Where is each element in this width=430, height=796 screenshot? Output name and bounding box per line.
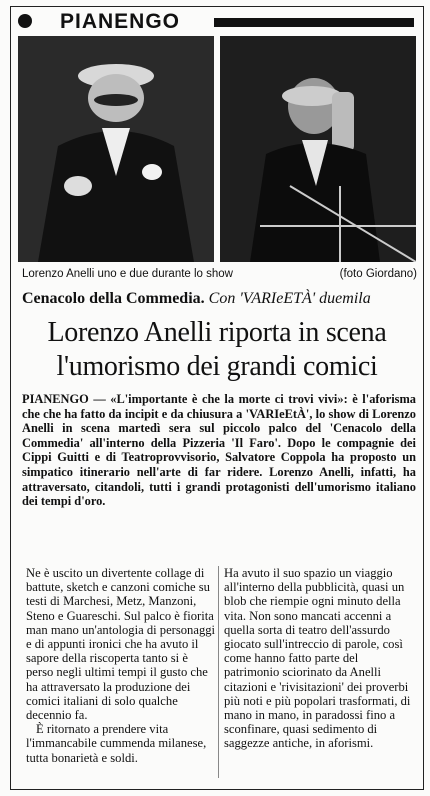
section-rule (214, 18, 414, 27)
lead-paragraph: PIANENGO — «L'importante è che la morte ci trovi vivi»: è l'aforisma che che ha fatto da incipit e da chiusura a 'VARIeEtÀ', lo show di Lorenzo Anelli in scena martedì sera sul piccolo palco del 'Cenacolo della Commedia' all'interno della Pizzeria 'Il Faro'. Dopo le compagnie dei Cippi Guitti e di Teatroprovvisorio, Salvatore Coppola ha proposto un simpatico itinerario nell'arte di far ridere. Lorenzo Anelli, infatti, ha attraversato, citandoli, tutti i grandi protagonisti dell'umorismo italiano dei tempi d'oro. (22, 392, 416, 509)
photo-credit: (foto Giordano) (339, 268, 417, 280)
section-label: PIANENGO (60, 10, 181, 33)
body-paragraph: Ha avuto il suo spazio un viaggio all'interno della pubblicità, quasi un blob che riempie ogni minuto della vita. Non sono mancati accenni a quella sorta di teatro dell'assurdo giocato sull'intreccio di parole, così come hanno fatto parte del patrimonio sciorinato da Anelli citazioni e 'rivisitazioni' dei proverbi più noti e più popolari trasformati, di mano in mano, in paradossi fino a sconfinare, quasi sedimento di saggezze antiche, in aforismi. (224, 566, 411, 751)
photo-strip (18, 36, 416, 262)
photo-right (220, 36, 416, 262)
column-divider (218, 566, 219, 778)
body-column-2 (224, 566, 416, 751)
headline (14, 316, 420, 384)
body-column-1 (26, 566, 218, 765)
headline-line-1: Lorenzo Anelli riporta in scena (47, 317, 387, 348)
caption-text: Lorenzo Anelli uno e due durante lo show (22, 268, 233, 280)
photo-caption (22, 268, 417, 280)
headline-line-2: l'umorismo dei grandi comici (56, 351, 378, 382)
kicker-main: Cenacolo della Commedia. (22, 290, 205, 307)
photo-left (18, 36, 214, 262)
kicker (22, 290, 422, 308)
section-header (14, 9, 420, 35)
body-paragraph: Ne è uscito un divertente collage di battute, sketch e canzoni comiche su testi di Marchesi, Metz, Manzoni, Steno e Guareschi. Sul palco è fiorita man mano un'antologia di personaggi e di appunti ironici che ha avuto il sapore della riscoperta tanto si è perso negli ultimi tempi il gusto che ha attraversato la produzione dei comici italiani di solo qualche decennio fa. (26, 566, 216, 723)
performer-photo-left (18, 36, 214, 262)
bullet-icon (18, 14, 32, 28)
performer-photo-right (220, 36, 416, 262)
kicker-sub: Con 'VARIeETÀ' duemila (208, 290, 371, 307)
body-paragraph: È ritornato a prendere vita l'immancabile cummenda milanese, tutta bonarietà e soldi. (26, 722, 207, 765)
